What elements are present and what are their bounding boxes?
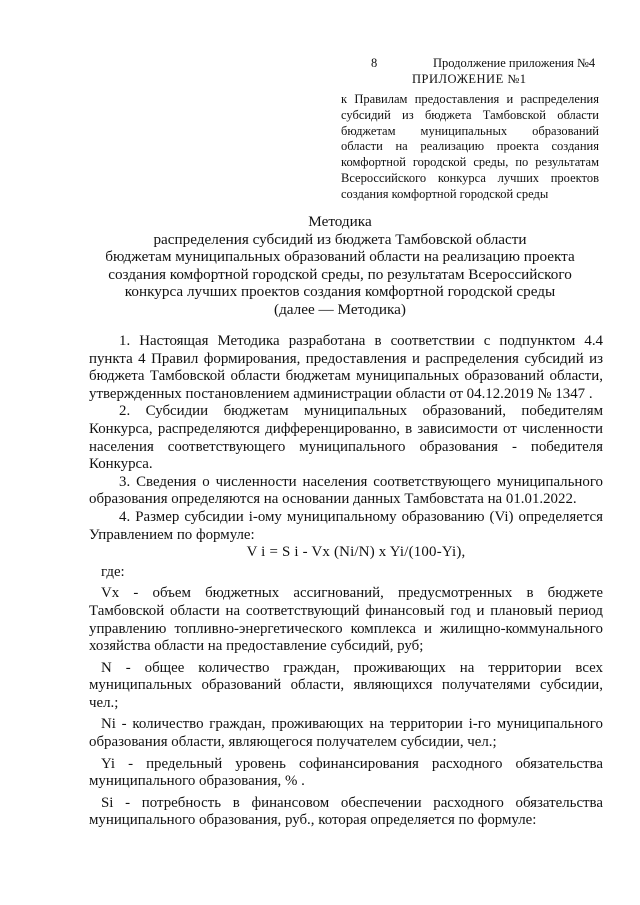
paragraph-4: 4. Размер субсидии i-ому муниципальному образованию (Vi) определяется Управлением по формуле:: [89, 508, 603, 543]
appendix-description: к Правилам предоставления и распределения субсидий из бюджета Тамбовской области бюджетам муниципальных образований области на реализацию проекта создания комфортной городской среды, по результатам Всероссийского конкурса лучших проектов создания комфортной городской среды: [341, 92, 599, 201]
appendix-title: ПРИЛОЖЕНИЕ №1: [412, 72, 527, 86]
paragraph-1: 1. Настоящая Методика разработана в соответствии с подпунктом 4.4 пункта 4 Правил формирования, предоставления и распределения субсидий из бюджета Тамбовской области бюджетам муниципальных образований области, утвержденных постановлением администрации области от 04.12.2019 № 1347 .: [89, 333, 603, 402]
title-line: (далее — Методика): [274, 300, 406, 318]
paragraph-3: 3. Сведения о численности населения соответствующего муниципального образования определяются на основании данных Тамбовстата на 01.01.2022.: [89, 473, 603, 508]
where-label: где:: [101, 563, 125, 580]
continuation-label: Продолжение приложения №4: [433, 56, 596, 70]
title-line: распределения субсидий из бюджета Тамбовской области: [153, 230, 527, 248]
document-title: [60, 213, 620, 319]
title-line: конкурса лучших проектов создания комфортной городской среды: [124, 283, 556, 301]
paragraph-2: 2. Субсидии бюджетам муниципальных образований, победителям Конкурса, распределяются дифференцированно, в зависимости от численности населения соответствующего муниципального образования - победителя Конкурса.: [89, 403, 603, 473]
title-line: бюджетам муниципальных образований области на реализацию проекта: [105, 248, 575, 266]
page-number: 8: [371, 56, 378, 70]
title-line: Методика: [308, 213, 372, 230]
definition-yi: Yi - предельный уровень софинансирования расходного обязательства муниципального образования, % .: [89, 755, 603, 790]
document-body: [89, 333, 603, 834]
definition-n: N - общее количество граждан, проживающих на территории всех муниципальных образований области, являющихся получателями субсидии, чел.;: [89, 659, 603, 711]
title-line: создания комфортной городской среды, по результатам Всероссийского: [108, 265, 572, 283]
definition-vx: Vx - объем бюджетных ассигнований, предусмотренных в бюджете Тамбовской области на соответствующий финансовый год и плановый период управлению топливно-энергетического комплекса и жилищно-коммунального хозяйства области на предоставление субсидий, руб;: [89, 585, 603, 655]
definition-ni: Ni - количество граждан, проживающих на территории i-го муниципального образования области, являющегося получателем субсидии, чел.;: [89, 716, 603, 751]
definition-si: Si - потребность в финансовом обеспечении расходного обязательства муниципального образования, руб., которая определяется по формуле:: [89, 794, 603, 829]
formula-vi: V i = S i - Vx (Ni/N) x Yi/(100-Yi),: [246, 544, 466, 561]
